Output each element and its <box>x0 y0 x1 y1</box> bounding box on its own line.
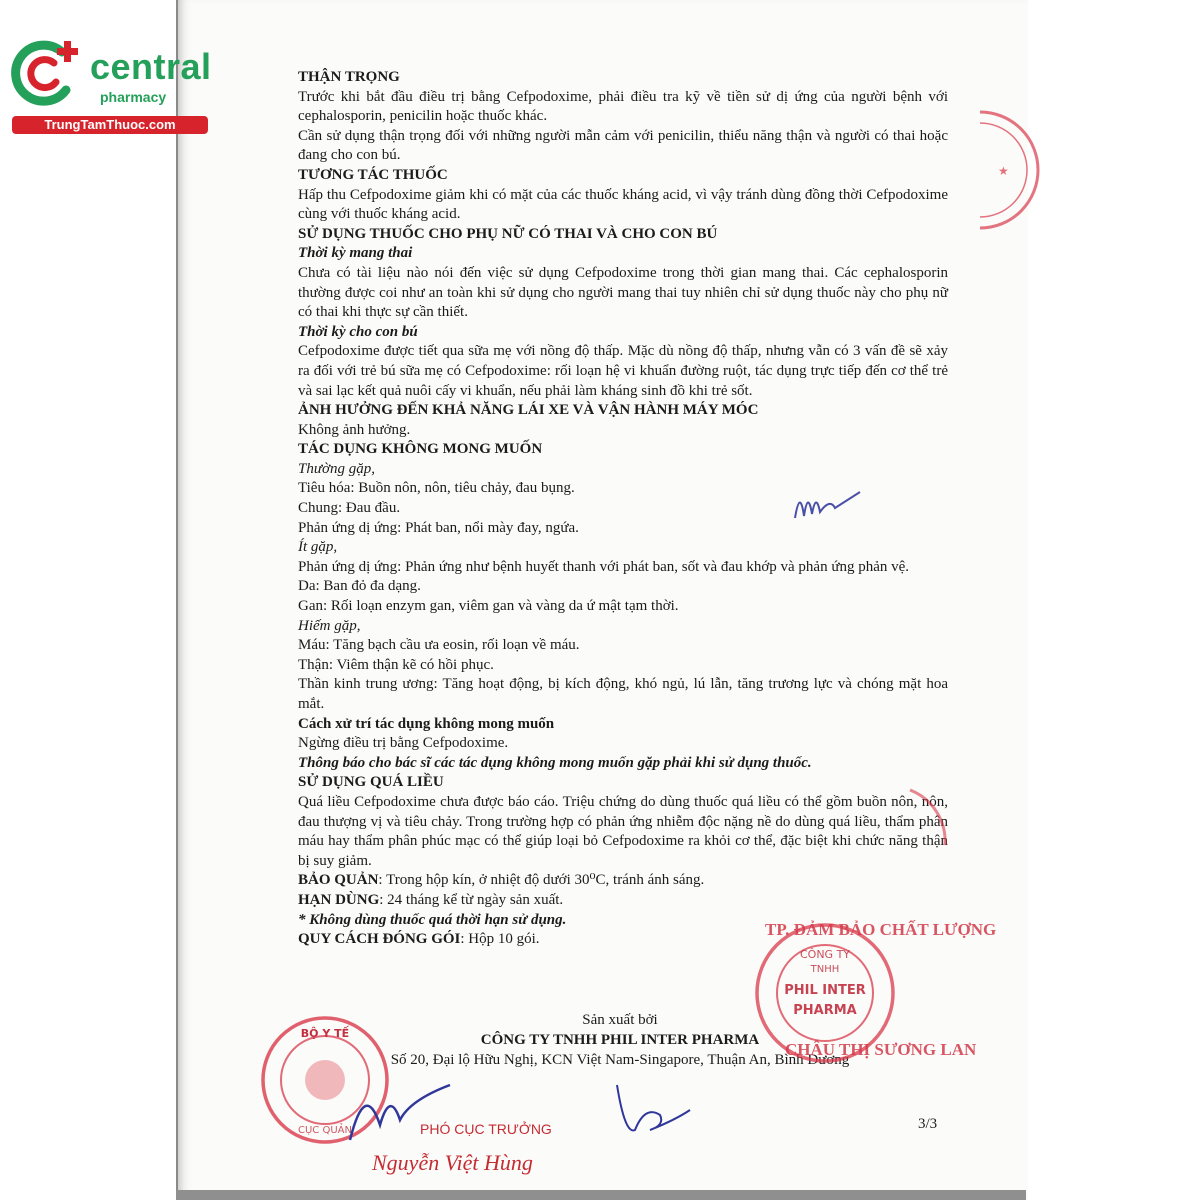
paragraph: Phản ứng dị ứng: Phát ban, nổi mày đay, ngứa. <box>298 519 579 536</box>
line-value: : Hộp 10 gói. <box>460 931 540 948</box>
pharmacy-cross-icon <box>10 38 88 110</box>
page-number: 3/3 <box>918 1116 938 1132</box>
deputy-title: PHÓ CỤC TRƯỞNG <box>420 1121 552 1137</box>
paragraph: Chung: Đau đầu. <box>298 500 401 517</box>
paragraph: Trước khi bắt đầu điều trị bằng Cefpodoxime, phải điều tra kỹ về tiền sử dị ứng của người bệnh với cephalosporin, penicilin hoặc thuốc khác. <box>298 88 948 125</box>
paragraph: * Không dùng thuốc quá thời hạn sử dụng. <box>298 911 567 928</box>
company-stamp-line3: PHIL INTER <box>784 983 866 998</box>
paragraph: Cần sử dụng thận trọng đối với những người mẫn cảm với penicilin, thiểu năng thận và người có thai hoặc đang cho con bú. <box>298 127 948 164</box>
paragraph: Hấp thu Cefpodoxime giảm khi có mặt của các thuốc kháng acid, vì vậy tránh dùng đồng thời Cefpodoxime cùng với thuốc kháng acid. <box>298 186 948 223</box>
company-address: Số 20, Đại lộ Hữu Nghị, KCN Việt Nam-Singapore, Thuận An, Bình Dương <box>390 1052 850 1068</box>
paragraph: Thần kinh trung ương: Tăng hoạt động, bị kích động, khó ngủ, lú lẫn, tăng trương lực và chóng mặt hoa mắt. <box>298 676 948 712</box>
paragraph: Tiêu hóa: Buồn nôn, nôn, tiêu chảy, đau bụng. <box>298 480 575 497</box>
made-by: Sản xuất bởi <box>582 1012 658 1028</box>
paragraph: Quá liều Cefpodoxime chưa được báo cáo. Triệu chứng do dùng thuốc quá liều có thể gồm buồn nôn, nôn, đau thượng vị và tiêu chảy. Trong trường hợp có phản ứng nhiễm độc nặng nề do dùng quá liều, thẩm phân máu hay thẩm phân phúc mạc có thể giúp loại bỏ Cefpodoxime ra khỏi cơ thể, đặc biệt khi chức năng thận bị suy giảm. <box>298 793 948 869</box>
paragraph: Phản ứng dị ứng: Phản ứng như bệnh huyết thanh với phát ban, sốt và đau khớp và phản ứng phản vệ. <box>298 558 910 575</box>
paragraph: Ít gặp, <box>298 539 338 556</box>
paragraph: Máu: Tăng bạch cầu ưa eosin, rối loạn về máu. <box>298 637 580 654</box>
section-heading: SỬ DỤNG QUÁ LIỀU <box>298 774 444 791</box>
signature-deputy <box>340 1070 460 1150</box>
signature-manufacturer <box>605 1075 695 1145</box>
paragraph: Hiếm gặp, <box>298 617 361 634</box>
line-value: : Trong hộp kín, ở nhiệt độ dưới 30⁰C, tránh ánh sáng. <box>378 872 705 889</box>
paragraph: Thận: Viêm thận kẽ có hồi phục. <box>298 656 494 673</box>
section-heading: ẢNH HƯỞNG ĐẾN KHẢ NĂNG LÁI XE VÀ VẬN HÀNH MÁY MÓC <box>298 402 759 419</box>
section-heading: TƯƠNG TÁC THUỐC <box>298 166 448 183</box>
qc-person: CHÂU THỊ SƯƠNG LAN <box>785 1040 977 1059</box>
paragraph: Chưa có tài liệu nào nói đến việc sử dụng Cefpodoxime trong thời gian mang thai. Các cephalosporin thường được coi như an toàn khi sử dụng cho người mang thai tuy nhiên chỉ sử dụng thuốc này cho phụ nữ có thai khi thực sự cần thiết. <box>298 264 948 321</box>
company-stamp-line2: TNHH <box>810 964 840 975</box>
paragraph: Cefpodoxime được tiết qua sữa mẹ với nồng độ thấp. Mặc dù nồng độ thấp, nhưng vẫn có 3 vấn đề sẽ xảy ra đối với trẻ bú sữa mẹ có Cefpodoxime: rối loạn hệ vi khuẩn đường ruột, tác dụng trực tiếp đến cơ thể trẻ và sai lạc kết quả nuôi cấy vi khuẩn, nếu phải làm kháng sinh đồ khi trẻ sốt. <box>298 343 948 399</box>
paragraph: Thường gặp, <box>298 460 376 477</box>
paragraph: Không ảnh hưởng. <box>298 421 411 438</box>
deputy-name: Nguyễn Việt Hùng <box>372 1150 533 1175</box>
section-subheading: Thời kỳ mang thai <box>298 245 413 262</box>
page-edge <box>176 1190 1026 1200</box>
signature-mark-1 <box>790 478 880 528</box>
section-subheading: Thời kỳ cho con bú <box>298 323 418 340</box>
section-heading: THẬN TRỌNG <box>298 69 400 85</box>
line-value: : 24 tháng kể từ ngày sản xuất. <box>379 891 564 908</box>
qc-title: TP. ĐẢM BẢO CHẤT LƯỢNG <box>765 920 997 939</box>
labeled-line <box>298 871 948 891</box>
section-heading: SỬ DỤNG THUỐC CHO PHỤ NỮ CÓ THAI VÀ CHO CON BÚ <box>298 225 718 242</box>
paragraph: Thông báo cho bác sĩ các tác dụng không mong muốn gặp phải khi sử dụng thuốc. <box>298 754 812 771</box>
line-label: QUY CÁCH ĐÓNG GÓI <box>298 931 461 948</box>
paragraph: Da: Ban đỏ đa dạng. <box>298 578 421 595</box>
section-heading: TÁC DỤNG KHÔNG MONG MUỐN <box>298 441 543 458</box>
company-stamp-line1: CÔNG TY <box>799 948 851 961</box>
brand-subtitle: pharmacy <box>100 89 167 105</box>
labeled-line <box>298 891 948 911</box>
brand-url[interactable]: TrungTamThuoc.com <box>12 116 208 134</box>
paragraph: Cách xử trí tác dụng không mong muốn <box>298 715 555 732</box>
ministry-stamp-text: BỘ Y TẾ <box>300 1027 350 1040</box>
company-stamp-line4: PHARMA <box>793 1003 857 1018</box>
line-label: HẠN DÙNG <box>298 891 380 908</box>
brand-name: central <box>90 46 212 87</box>
line-label: BẢO QUẢN <box>298 872 379 889</box>
ministry-stamp-bottom: CỤC QUẢN <box>298 1125 352 1136</box>
central-pharmacy-logo[interactable] <box>10 38 215 138</box>
paragraph: Gan: Rối loạn enzym gan, viêm gan và vàng da ứ mật tạm thời. <box>298 598 679 615</box>
paragraph: Ngừng điều trị bằng Cefpodoxime. <box>298 735 509 752</box>
company-name: CÔNG TY TNHH PHIL INTER PHARMA <box>480 1032 760 1048</box>
svg-text:★: ★ <box>998 164 1009 178</box>
